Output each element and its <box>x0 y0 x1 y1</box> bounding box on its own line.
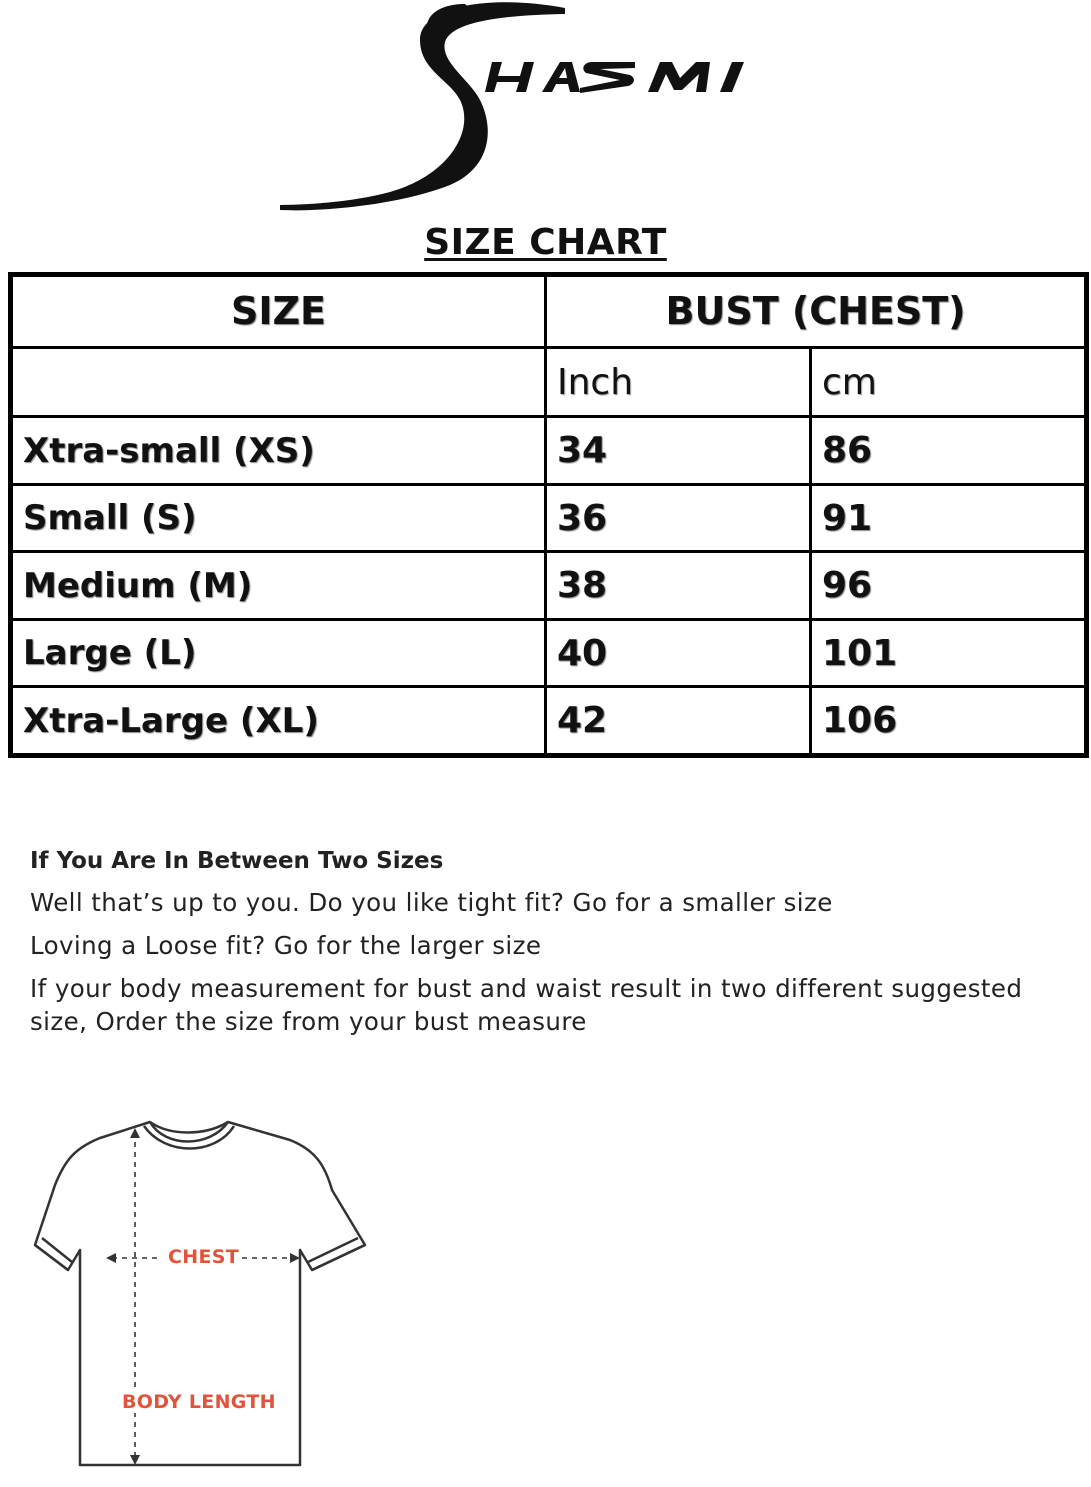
tshirt-diagram <box>30 1110 375 1480</box>
table-row <box>11 552 1087 620</box>
cm-value: 101 <box>811 619 1087 687</box>
brand-logo <box>280 0 810 215</box>
fit-notes <box>30 848 1070 1048</box>
table-row <box>11 687 1087 756</box>
inch-value: 40 <box>546 619 811 687</box>
inch-value: 36 <box>546 484 811 552</box>
table-header-row <box>11 275 1087 348</box>
cm-value: 96 <box>811 552 1087 620</box>
cm-value: 91 <box>811 484 1087 552</box>
chart-title <box>0 222 1091 263</box>
unit-inch: Inch <box>546 347 811 417</box>
cm-value: 106 <box>811 687 1087 756</box>
inch-value: 34 <box>546 417 811 485</box>
table-row <box>11 619 1087 687</box>
table-row <box>11 417 1087 485</box>
table-row <box>11 484 1087 552</box>
notes-line: Well that’s up to you. Do you like tight fit? Go for a smaller size <box>30 888 833 917</box>
cm-value: 86 <box>811 417 1087 485</box>
header-size: SIZE <box>11 275 546 348</box>
notes-line: If your body measurement for bust and waist result in two different suggested size, Order the size from your bust measure <box>30 974 1023 1036</box>
inch-value: 38 <box>546 552 811 620</box>
unit-empty-cell <box>11 347 546 417</box>
chart-title-text: SIZE CHART <box>424 222 667 263</box>
size-label: Large (L) <box>11 619 546 687</box>
notes-heading: If You Are In Between Two Sizes <box>30 848 444 874</box>
notes-line: Loving a Loose fit? Go for the larger size <box>30 931 542 960</box>
chest-label: CHEST <box>168 1246 239 1268</box>
inch-value: 42 <box>546 687 811 756</box>
size-chart-table <box>8 272 1089 758</box>
size-label: Xtra-Large (XL) <box>11 687 546 756</box>
header-bust: BUST (CHEST) <box>546 275 1087 348</box>
unit-row <box>11 347 1087 417</box>
unit-cm: cm <box>811 347 1087 417</box>
size-label: Small (S) <box>11 484 546 552</box>
size-label: Xtra-small (XS) <box>11 417 546 485</box>
size-label: Medium (M) <box>11 552 546 620</box>
body-length-label: BODY LENGTH <box>122 1391 276 1413</box>
